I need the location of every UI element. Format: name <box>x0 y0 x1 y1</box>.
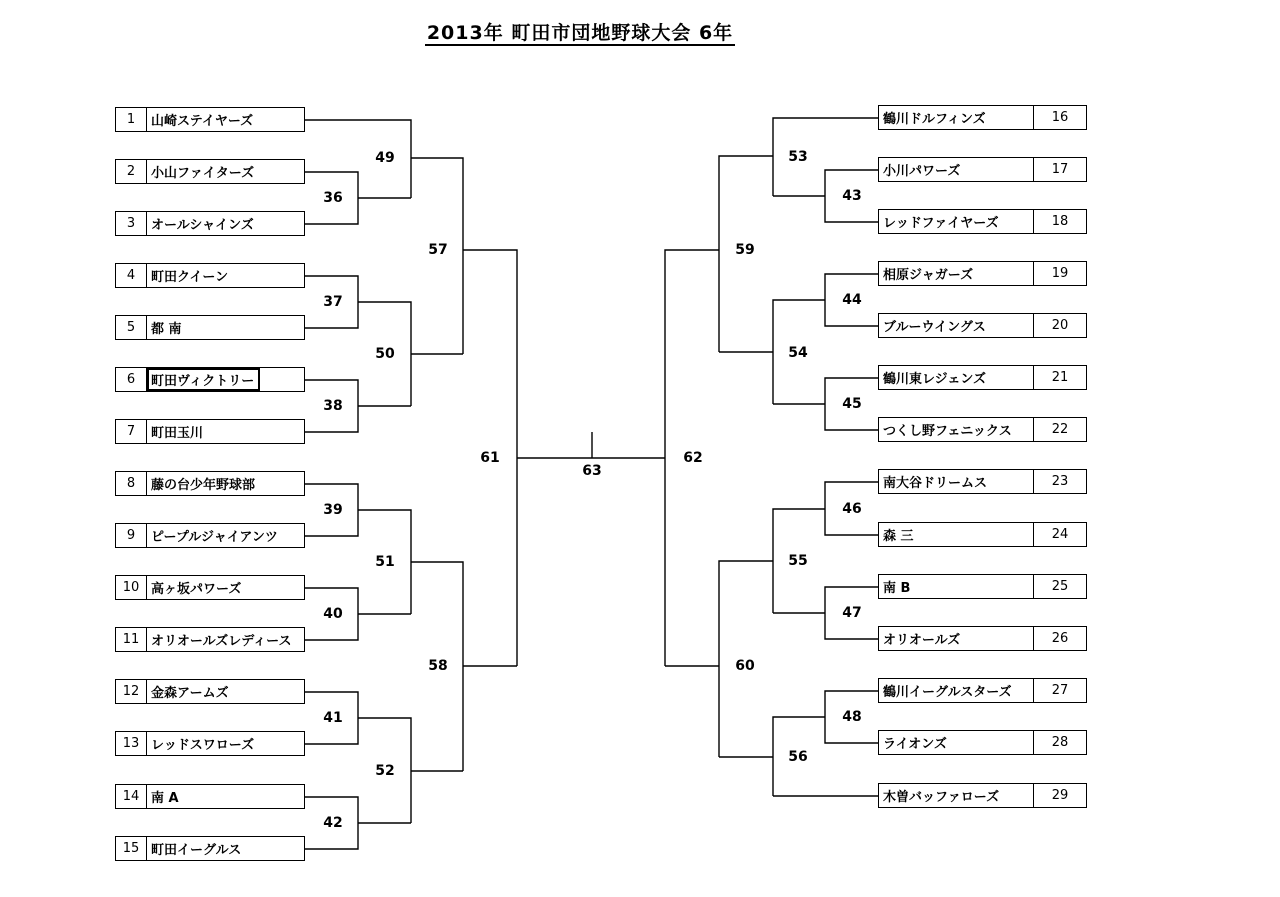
game-number-45: 45 <box>842 396 862 412</box>
team-number: 15 <box>116 837 147 860</box>
line-g63 <box>517 432 665 458</box>
team-number: 4 <box>116 264 147 287</box>
team-name: 木曽バッファローズ <box>883 790 1000 805</box>
team-entry-12 <box>115 679 305 704</box>
team-name: レッドスワローズ <box>151 738 255 753</box>
team-number: 14 <box>116 785 147 808</box>
team-name: ブルーウイングス <box>883 320 986 335</box>
team-number: 29 <box>1033 784 1086 807</box>
team-entry-2 <box>115 159 305 184</box>
game-number-58: 58 <box>428 658 448 674</box>
team-entry-16 <box>878 105 1087 130</box>
team-number: 13 <box>116 732 147 755</box>
team-entry-25 <box>878 574 1087 599</box>
team-entry-9 <box>115 523 305 548</box>
team-number: 17 <box>1033 158 1086 181</box>
team-entry-23 <box>878 469 1087 494</box>
team-number: 9 <box>116 524 147 547</box>
team-name: 南 B <box>883 581 911 596</box>
team-name: ライオンズ <box>883 737 947 752</box>
team-entry-24 <box>878 522 1087 547</box>
team-entry-14 <box>115 784 305 809</box>
team-name: 鶴川東レジェンズ <box>883 372 987 387</box>
team-name: 金森アームズ <box>151 686 229 701</box>
team-number: 21 <box>1033 366 1086 389</box>
team-number: 11 <box>116 628 147 651</box>
team-entry-10 <box>115 575 305 600</box>
team-number: 2 <box>116 160 147 183</box>
team-name: 森 三 <box>883 529 914 544</box>
game-number-63: 63 <box>582 463 602 479</box>
game-number-52: 52 <box>375 763 395 779</box>
game-number-36: 36 <box>323 190 343 206</box>
game-number-44: 44 <box>842 292 862 308</box>
game-number-57: 57 <box>428 242 448 258</box>
team-name: 山崎ステイヤーズ <box>151 114 254 129</box>
team-number: 1 <box>116 108 147 131</box>
team-name: 相原ジャガーズ <box>883 268 974 283</box>
game-number-54: 54 <box>788 345 808 361</box>
team-name: オールシャインズ <box>151 218 254 233</box>
team-number: 23 <box>1033 470 1086 493</box>
game-number-37: 37 <box>323 294 343 310</box>
team-entry-5 <box>115 315 305 340</box>
team-entry-6 <box>115 367 305 392</box>
team-number: 22 <box>1033 418 1086 441</box>
team-number: 6 <box>116 368 147 391</box>
team-entry-18 <box>878 209 1087 234</box>
team-number: 26 <box>1033 627 1086 650</box>
team-name: 鶴川ドルフィンズ <box>883 112 986 127</box>
team-entry-27 <box>878 678 1087 703</box>
team-entry-26 <box>878 626 1087 651</box>
team-number: 18 <box>1033 210 1086 233</box>
team-number: 3 <box>116 212 147 235</box>
game-number-62: 62 <box>683 450 703 466</box>
team-name: 小川パワーズ <box>883 164 961 179</box>
team-name: 鶴川イーグルスターズ <box>883 685 1012 700</box>
team-entry-4 <box>115 263 305 288</box>
team-entry-28 <box>878 730 1087 755</box>
team-name: 高ヶ坂パワーズ <box>151 582 242 597</box>
game-number-51: 51 <box>375 554 395 570</box>
team-entry-15 <box>115 836 305 861</box>
team-number: 12 <box>116 680 147 703</box>
team-name: 南大谷ドリームス <box>883 476 988 491</box>
team-entry-22 <box>878 417 1087 442</box>
team-entry-20 <box>878 313 1087 338</box>
team-name: 町田玉川 <box>151 426 204 441</box>
team-number: 10 <box>116 576 147 599</box>
team-entry-1 <box>115 107 305 132</box>
team-name: つくし野フェニックス <box>883 424 1012 439</box>
team-number: 24 <box>1033 523 1086 546</box>
team-entry-11 <box>115 627 305 652</box>
team-name: ピープルジャイアンツ <box>151 530 278 545</box>
game-number-59: 59 <box>735 242 755 258</box>
team-number: 28 <box>1033 731 1086 754</box>
game-number-43: 43 <box>842 188 862 204</box>
team-name: オリオールズ <box>883 633 961 648</box>
team-name: 南 A <box>151 791 179 806</box>
team-name: 都 南 <box>151 322 182 337</box>
team-name: 小山ファイターズ <box>151 166 255 181</box>
team-number: 5 <box>116 316 147 339</box>
team-number: 25 <box>1033 575 1086 598</box>
game-number-42: 42 <box>323 815 343 831</box>
game-number-61: 61 <box>480 450 500 466</box>
game-number-48: 48 <box>842 709 862 725</box>
game-number-56: 56 <box>788 749 808 765</box>
game-number-60: 60 <box>735 658 755 674</box>
game-number-49: 49 <box>375 150 395 166</box>
team-number: 27 <box>1033 679 1086 702</box>
game-number-38: 38 <box>323 398 343 414</box>
team-number: 20 <box>1033 314 1086 337</box>
team-entry-3 <box>115 211 305 236</box>
team-name: レッドファイヤーズ <box>883 216 999 231</box>
team-name: 藤の台少年野球部 <box>151 478 256 493</box>
team-entry-7 <box>115 419 305 444</box>
team-number: 19 <box>1033 262 1086 285</box>
team-entry-17 <box>878 157 1087 182</box>
team-number: 16 <box>1033 106 1086 129</box>
team-number: 7 <box>116 420 147 443</box>
team-entry-8 <box>115 471 305 496</box>
team-name: 町田クイーン <box>151 270 229 285</box>
team-name: 町田イーグルス <box>151 843 242 858</box>
game-number-40: 40 <box>323 606 343 622</box>
game-number-47: 47 <box>842 605 862 621</box>
team-entry-19 <box>878 261 1087 286</box>
team-name: 町田ヴィクトリー <box>147 368 260 391</box>
game-number-53: 53 <box>788 149 808 165</box>
team-number: 8 <box>116 472 147 495</box>
team-entry-29 <box>878 783 1087 808</box>
game-number-39: 39 <box>323 502 343 518</box>
game-number-50: 50 <box>375 346 395 362</box>
game-number-55: 55 <box>788 553 808 569</box>
title-text: 2013年 町田市団地野球大会 6年 <box>426 22 734 44</box>
game-number-41: 41 <box>323 710 343 726</box>
game-number-46: 46 <box>842 501 862 517</box>
team-entry-21 <box>878 365 1087 390</box>
team-entry-13 <box>115 731 305 756</box>
team-name: オリオールズレディース <box>151 634 292 649</box>
